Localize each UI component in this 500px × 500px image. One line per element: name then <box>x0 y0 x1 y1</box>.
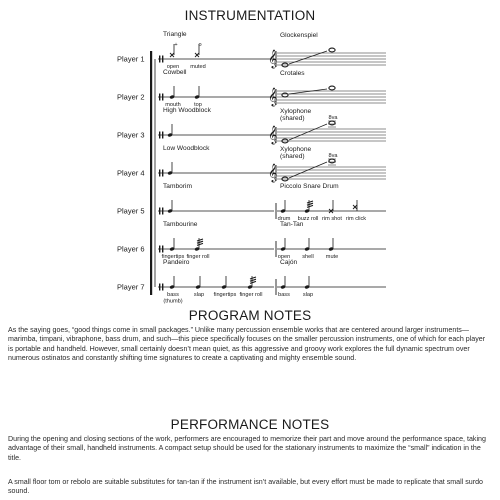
player-2-range-low-note <box>282 93 288 97</box>
player-1-stopped-mark: + <box>174 42 178 48</box>
player-6-right-instrument: Tan-Tan <box>280 221 304 228</box>
player-4-right-instrument: Xylophone <box>280 146 312 153</box>
player-6-left-instrument: Tambourine <box>163 221 198 228</box>
player-3-right-clef: 𝄞 <box>268 127 278 144</box>
player-1-right-instrument: Glockenspiel <box>280 32 318 39</box>
player-6-label: Player 6 <box>117 244 145 254</box>
player-5-right-label-0: drum <box>277 216 291 222</box>
player-6-left-clef-bar-a <box>159 246 160 253</box>
player-6-left-clef-bar-b <box>162 246 163 253</box>
player-5-right-instrument: Piccolo Snare Drum <box>280 183 339 190</box>
player-4-left-instrument: Low Woodblock <box>163 145 210 152</box>
player-7-label: Player 7 <box>117 282 145 292</box>
player-4-range-high-note <box>329 159 335 163</box>
player-7-right-instrument: Cajón <box>280 259 298 266</box>
player-7-left-instrument: Pandeiro <box>163 259 190 266</box>
player-4-right-shared: (shared) <box>280 153 305 160</box>
player-4-left-clef-bar-b <box>162 170 163 177</box>
performance-notes-title: PERFORMANCE NOTES <box>170 417 330 432</box>
player-2-range-high-note <box>329 86 335 90</box>
player-1-label: Player 1 <box>117 54 145 64</box>
player-7-left-label-3: finger roll <box>239 292 263 298</box>
player-5-right-trem-1-slash-0 <box>307 201 313 203</box>
player-2-left-label-1: top <box>194 102 202 108</box>
player-7-left-label-0: bass <box>167 292 179 298</box>
player-5-left-instrument: Tamborim <box>163 183 192 190</box>
player-6-left-trem-1-slash-1 <box>197 241 203 243</box>
player-5-left-clef-bar-b <box>162 208 163 215</box>
player-1-left-label-0: open <box>166 64 180 70</box>
player-1-open-mark: o <box>198 42 202 48</box>
program-notes-text: As the saying goes, “good things come in small packages.” Unlike many percussion ensemble works that are centered around larger instruments—marimba, timpani, vibraphone, bass drum, and such—this piece specifically focuses on the smaller percussion instruments, one of which for each player is portable and handheld. However, small certainly doesn’t mean quiet, as this aggressive and groovy work explores the full dynamic spectrum over numerous ostinatos and constantly shifting time signatures to create a captivating and mighty ensemble sound. <box>8 326 486 363</box>
player-7-left-clef-bar-a <box>159 284 160 291</box>
player-1-right-clef: 𝄞 <box>268 51 278 68</box>
program-notes-title: PROGRAM NOTES <box>188 308 312 323</box>
player-7-left-label-1: slap <box>193 292 205 298</box>
player-1-range-high-note <box>329 48 335 52</box>
player-2-left-clef-bar-b <box>162 94 163 101</box>
player-7-left-trem-3-slash-1 <box>250 279 256 281</box>
player-5-label: Player 5 <box>117 206 145 216</box>
player-5-right-label-3: rim click <box>345 216 367 222</box>
player-5-right-label-2: rim shot <box>322 216 342 222</box>
player-2-right-clef: 𝄞 <box>268 89 278 106</box>
player-7-left-trem-3-slash-0 <box>250 277 256 279</box>
player-7-left-clef-bar-b <box>162 284 163 291</box>
player-7-right-label-1: slap <box>302 292 314 298</box>
player-1-left-clef-bar-b <box>162 56 163 63</box>
player-3-left-clef-bar-b <box>162 132 163 139</box>
player-4-octave-mark: 8va <box>328 153 338 159</box>
player-7-left-trem-3-slash-2 <box>250 281 256 283</box>
player-2-left-clef-bar-a <box>159 94 160 101</box>
player-2-left-instrument: Cowbell <box>163 69 187 76</box>
player-5-right-trem-1-slash-1 <box>307 203 313 205</box>
player-1-left-label-1: muted <box>190 64 206 70</box>
player-1-left-clef-bar-a <box>159 56 160 63</box>
player-6-right-label-1: shell <box>302 254 314 260</box>
player-4-right-clef: 𝄞 <box>268 165 278 182</box>
player-7-left-label-0-sub: (thumb) <box>163 298 183 305</box>
performance-notes-paragraph-2: A small floor tom or rebolo are suitable substitutes for tan-tan if the instrument isn’t available, but every effort must be made to replicate that small surdo sound. <box>8 478 483 496</box>
player-3-range-high-note <box>329 121 335 125</box>
player-3-left-clef-bar-a <box>159 132 160 139</box>
player-1-left-note-1 <box>195 53 199 57</box>
player-6-left-label-0: fingertips <box>161 254 185 260</box>
system-bracket <box>150 51 152 295</box>
player-5-left-clef-bar-a <box>159 208 160 215</box>
player-6-left-trem-1-slash-2 <box>197 243 203 245</box>
player-3-label: Player 3 <box>117 130 145 140</box>
player-2-right-instrument: Crotales <box>280 70 305 77</box>
player-6-right-label-2: mute <box>325 254 339 260</box>
player-7-left-label-2: fingertips <box>213 292 237 298</box>
player-6-left-label-1: finger roll <box>186 254 210 260</box>
player-3-octave-mark: 8va <box>328 115 338 121</box>
player-6-right-label-0: open <box>277 254 291 260</box>
player-4-label: Player 4 <box>117 168 145 178</box>
player-2-range-gliss <box>289 89 327 94</box>
instrumentation-title: INSTRUMENTATION <box>184 8 316 23</box>
player-4-left-clef-bar-a <box>159 170 160 177</box>
player-3-right-instrument: Xylophone <box>280 108 312 115</box>
player-3-left-instrument: High Woodblock <box>163 107 211 114</box>
player-2-label: Player 2 <box>117 92 145 102</box>
player-1-left-instrument: Triangle <box>163 31 187 38</box>
player-2-left-label-0: mouth <box>165 102 181 108</box>
player-3-right-shared: (shared) <box>280 115 305 122</box>
performance-notes-paragraph-1: During the opening and closing sections of the work, performers are encouraged to memorize their part and move around the performance space, taking advantage of their small, handheld instruments. A compact setup should be used for the stationary instruments to maximize the “small” indication in the title. <box>8 435 486 462</box>
player-5-right-trem-1-slash-2 <box>307 205 313 207</box>
player-1-left-note-0 <box>170 53 174 57</box>
player-5-right-label-1: buzz roll <box>297 216 319 222</box>
player-7-right-label-0: bass <box>278 292 290 298</box>
player-6-left-trem-1-slash-0 <box>197 239 203 241</box>
player-5-right-note-3 <box>353 205 357 209</box>
instrumentation-score <box>0 22 500 305</box>
